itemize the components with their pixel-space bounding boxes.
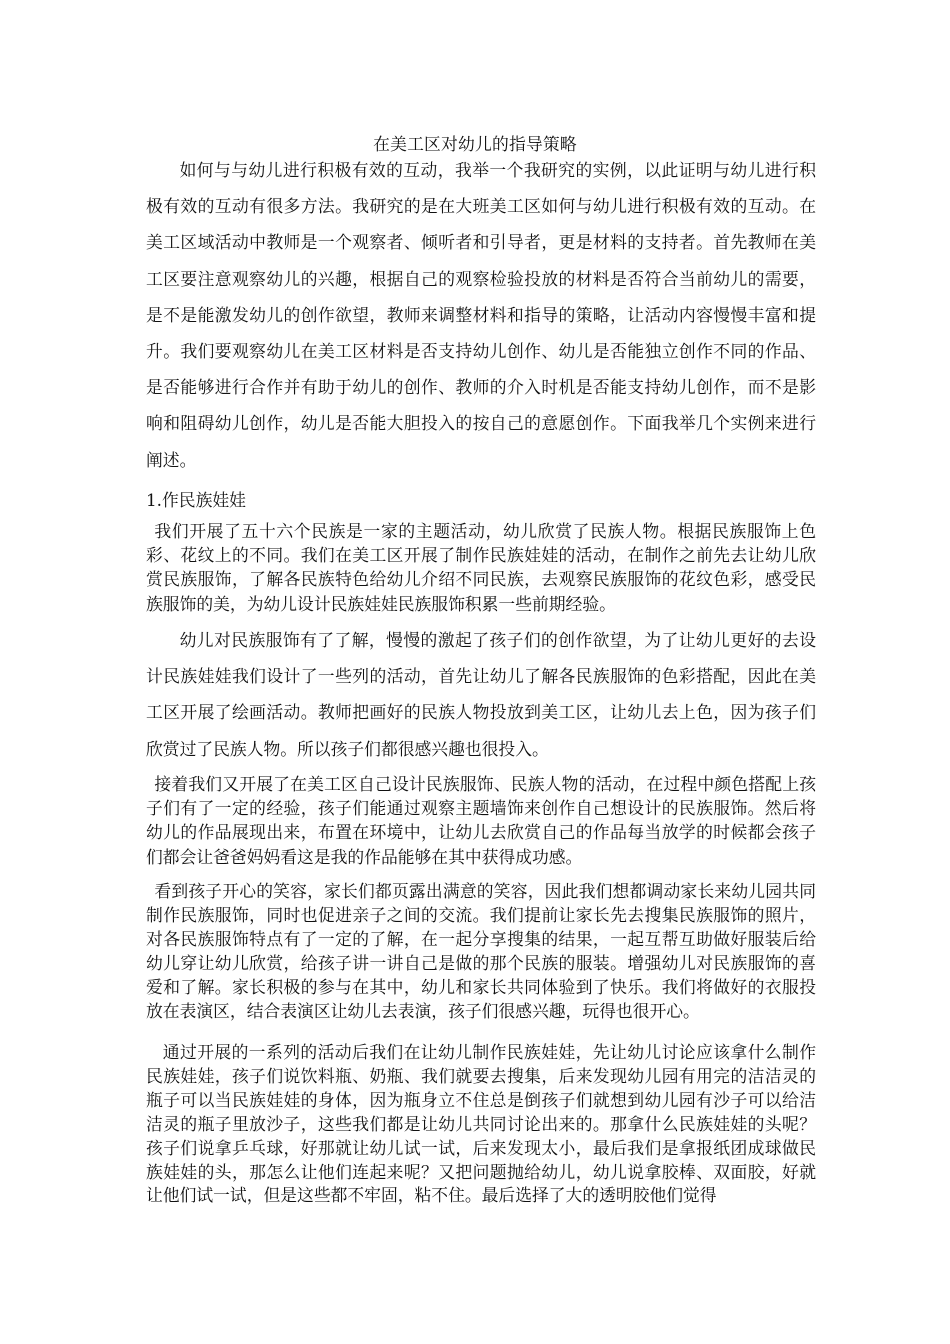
body-paragraph-4: 看到孩子开心的笑容，家长们都页露出满意的笑容，因此我们想都调动家长来幼儿园共同制作民族服饰，同时也促进亲子之间的交流。我们提前让家长先去搜集民族服饰的照片，对各民族服饰特点有了一定的了解，在一起分享搜集的结果，一起互帮互助做好服装后给幼儿穿让幼儿欣赏，给孩子讲一讲自己是做的那个民族的服装。增强幼儿对民族服饰的喜爱和了解。家长积极的参与在其中，幼儿和家长共同体验到了快乐。我们将做好的衣服投放在表演区，结合表演区让幼儿去表演，孩子们很感兴趣，玩得也很开心。 xyxy=(146,881,816,1021)
body-paragraph-5: 通过开展的一系列的活动后我们在让幼儿制作民族娃娃，先让幼儿讨论应该拿什么制作民族娃娃，孩子们说饮料瓶、奶瓶、我们就要去搜集，后来发现幼儿园有用完的洁洁灵的瓶子可以当民族娃娃的身体，因为瓶身立不住总是倒孩子们就想到幼儿园有沙子可以给洁洁灵的瓶子里放沙子，这些我们都是让幼儿共同讨论出来的。那拿什么民族娃娃的头呢？孩子们说拿乒乓球，好那就让幼儿试一试，后来发现太小，最后我们是拿报纸团成球做民族娃娃的头，那怎么让他们连起来呢？又把问题抛给幼儿，幼儿说拿胶棒、双面胶，好就让他们试一试，但是这些都不牢固，粘不住。最后选择了大的透明胶他们觉得 xyxy=(146,1042,816,1206)
section-heading: 1.作民族娃娃 xyxy=(146,490,246,510)
document-title: 在美工区对幼儿的指导策略 xyxy=(373,134,577,154)
body-paragraph-3: 接着我们又开展了在美工区自己设计民族服饰、民族人物的活动，在过程中颜色搭配上孩子们有了一定的经验，孩子们能通过观察主题墙饰来创作自己想设计的民族服饰。然后将幼儿的作品展现出来，布置在环境中，让幼儿去欣赏自己的作品每当放学的时候都会孩子们都会让爸爸妈妈看这是我的作品能够在其中获得成功感。 xyxy=(146,774,816,867)
intro-paragraph: 如何与与幼儿进行积极有效的互动，我举一个我研究的实例，以此证明与幼儿进行积极有效的互动有很多方法。我研究的是在大班美工区如何与幼儿进行积极有效的互动。在美工区域活动中教师是一个观察者、倾听者和引导者，更是材料的支持者。首先教师在美工区要注意观察幼儿的兴趣，根据自己的观察检验投放的材料是否符合当前幼儿的需要，是不是能激发幼儿的创作欲望，教师来调整材料和指导的策略，让活动内容慢慢丰富和提升。我们要观察幼儿在美工区材料是否支持幼儿创作、幼儿是否能独立创作不同的作品、是否能够进行合作并有助于幼儿的创作、教师的介入时机是否能支持幼儿创作，而不是影响和阻碍幼儿创作，幼儿是否能大胆投入的按自己的意愿创作。下面我举几个实例来进行阐述。 xyxy=(146,160,816,470)
body-paragraph-1: 我们开展了五十六个民族是一家的主题活动，幼儿欣赏了民族人物。根据民族服饰上色彩、花纹上的不同。我们在美工区开展了制作民族娃娃的活动，在制作之前先去让幼儿欣赏民族服饰，了解各民族特色给幼儿介绍不同民族，去观察民族服饰的花纹色彩，感受民族服饰的美，为幼儿设计民族娃娃民族服饰积累一些前期经验。 xyxy=(146,521,816,614)
body-paragraph-2: 幼儿对民族服饰有了了解，慢慢的激起了孩子们的创作欲望，为了让幼儿更好的去设计民族娃娃我们设计了一些列的活动，首先让幼儿了解各民族服饰的色彩搭配，因此在美工区开展了绘画活动。教师把画好的民族人物投放到美工区，让幼儿去上色，因为孩子们欣赏过了民族人物。所以孩子们都很感兴趣也很投入。 xyxy=(146,630,816,759)
